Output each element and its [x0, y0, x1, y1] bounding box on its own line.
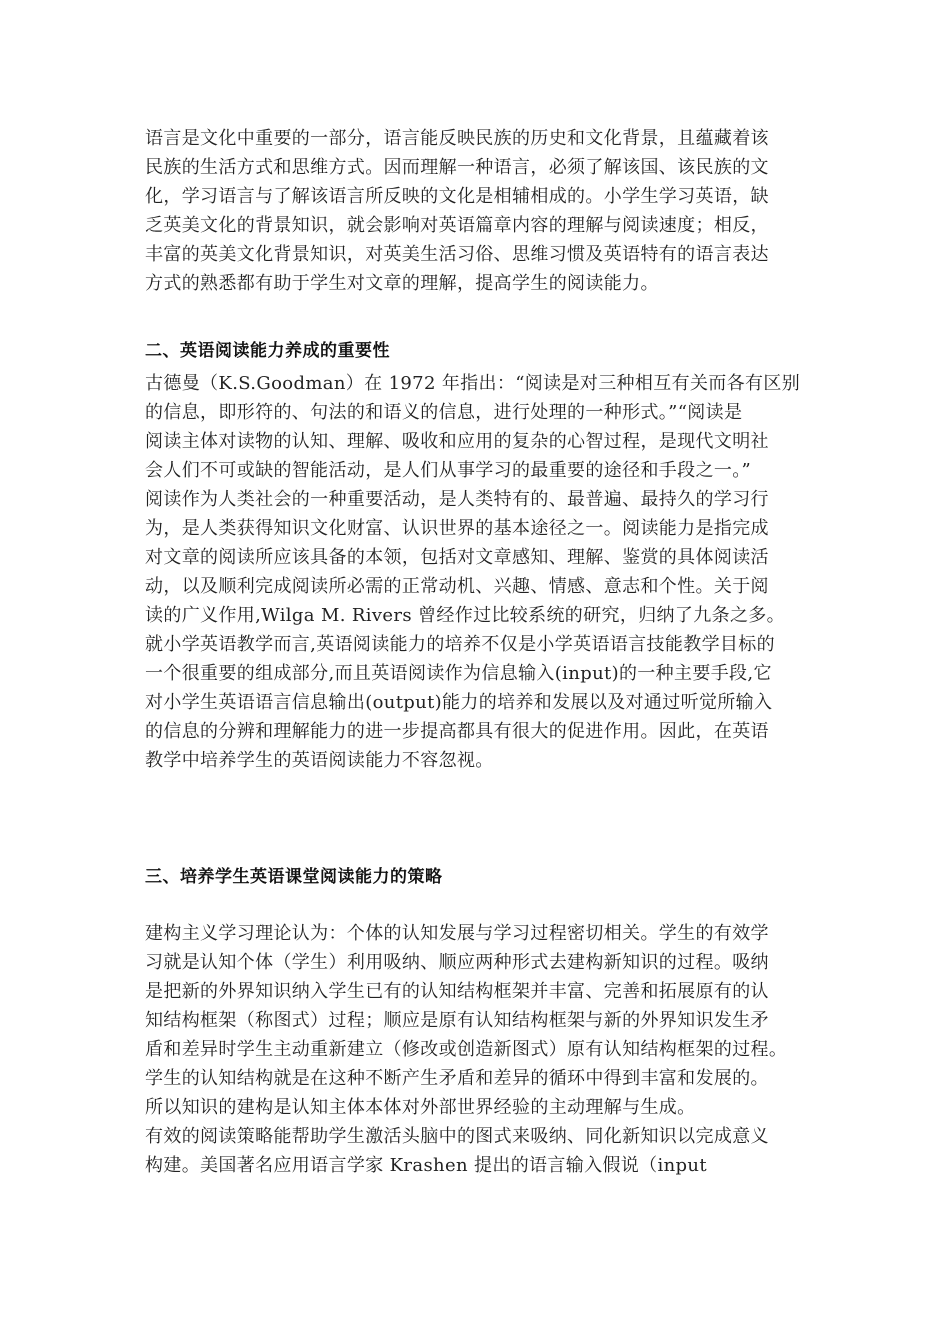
paragraph-line: 有效的阅读策略能帮助学生激活头脑中的图式来吸纳、同化新知识以完成意义	[145, 1126, 769, 1147]
paragraph-line: 阅读主体对读物的认知、理解、吸收和应用的复杂的心智过程，是现代文明社	[145, 431, 769, 452]
paragraph-line: 对文章的阅读所应该具备的本领，包括对文章感知、理解、鉴赏的具体阅读活	[145, 547, 769, 568]
paragraph-line: 动，以及顺利完成阅读所必需的正常动机、兴趣、情感、意志和个性。关于阅	[145, 576, 769, 597]
paragraph-line: 所以知识的建构是认知主体本体对外部世界经验的主动理解与生成。	[145, 1097, 696, 1118]
paragraph-line: 建构主义学习理论认为：个体的认知发展与学习过程密切相关。学生的有效学	[145, 923, 769, 944]
paragraph-line: 丰富的英美文化背景知识，对英美生活习俗、思维习惯及英语特有的语言表达	[145, 244, 769, 265]
paragraph-line: 为，是人类获得知识文化财富、认识世界的基本途径之一。阅读能力是指完成	[145, 518, 769, 539]
paragraph-line: 阅读作为人类社会的一种重要活动，是人类特有的、最普遍、最持久的学习行	[145, 489, 769, 510]
paragraph-line: 读的广义作用,Wilga M. Rivers 曾经作过比较系统的研究，归纳了九条之多。	[145, 605, 786, 626]
paragraph-line: 知结构框架（称图式）过程；顺应是原有认知结构框架与新的外界知识发生矛	[145, 1010, 769, 1031]
paragraph-line: 学生的认知结构就是在这种不断产生矛盾和差异的循环中得到丰富和发展的。	[145, 1068, 769, 1089]
section-heading: 三、培养学生英语课堂阅读能力的策略	[145, 867, 443, 887]
section-heading: 二、英语阅读能力养成的重要性	[145, 341, 390, 361]
paragraph-line: 语言是文化中重要的一部分，语言能反映民族的历史和文化背景，且蕴藏着该	[145, 128, 769, 149]
paragraph-line: 构建。美国著名应用语言学家 Krashen 提出的语言输入假说（input	[145, 1155, 707, 1176]
paragraph-line: 会人们不可或缺的智能活动，是人们从事学习的最重要的途径和手段之一。”	[145, 460, 752, 481]
paragraph-line: 的信息的分辨和理解能力的进一步提高都具有很大的促进作用。因此，在英语	[145, 721, 769, 742]
paragraph-line: 的信息，即形符的、句法的和语义的信息，进行处理的一种形式。”“阅读是	[145, 402, 743, 423]
paragraph-line: 方式的熟悉都有助于学生对文章的理解，提高学生的阅读能力。	[145, 273, 659, 294]
paragraph-line: 习就是认知个体（学生）利用吸纳、顺应两种形式去建构新知识的过程。吸纳	[145, 952, 769, 973]
paragraph-line: 化，学习语言与了解该语言所反映的文化是相辅相成的。小学生学习英语，缺	[145, 186, 769, 207]
paragraph-line: 教学中培养学生的英语阅读能力不容忽视。	[145, 750, 494, 771]
paragraph-line: 对小学生英语语言信息输出(output)能力的培养和发展以及对通过听觉所输入	[145, 692, 773, 713]
paragraph-line: 古德曼（K.S.Goodman）在 1972 年指出：“阅读是对三种相互有关而各有区别	[145, 373, 801, 394]
paragraph-line: 就小学英语教学而言,英语阅读能力的培养不仅是小学英语语言技能教学目标的	[145, 634, 775, 655]
paragraph-line: 民族的生活方式和思维方式。因而理解一种语言，必须了解该国、该民族的文	[145, 157, 769, 178]
paragraph-line: 盾和差异时学生主动重新建立（修改或创造新图式）原有认知结构框架的过程。	[145, 1039, 788, 1060]
paragraph-line: 一个很重要的组成部分,而且英语阅读作为信息输入(input)的一种主要手段,它	[145, 663, 772, 684]
paragraph-line: 是把新的外界知识纳入学生已有的认知结构框架并丰富、完善和拓展原有的认	[145, 981, 769, 1002]
paragraph-line: 乏英美文化的背景知识，就会影响对英语篇章内容的理解与阅读速度；相反，	[145, 215, 769, 236]
